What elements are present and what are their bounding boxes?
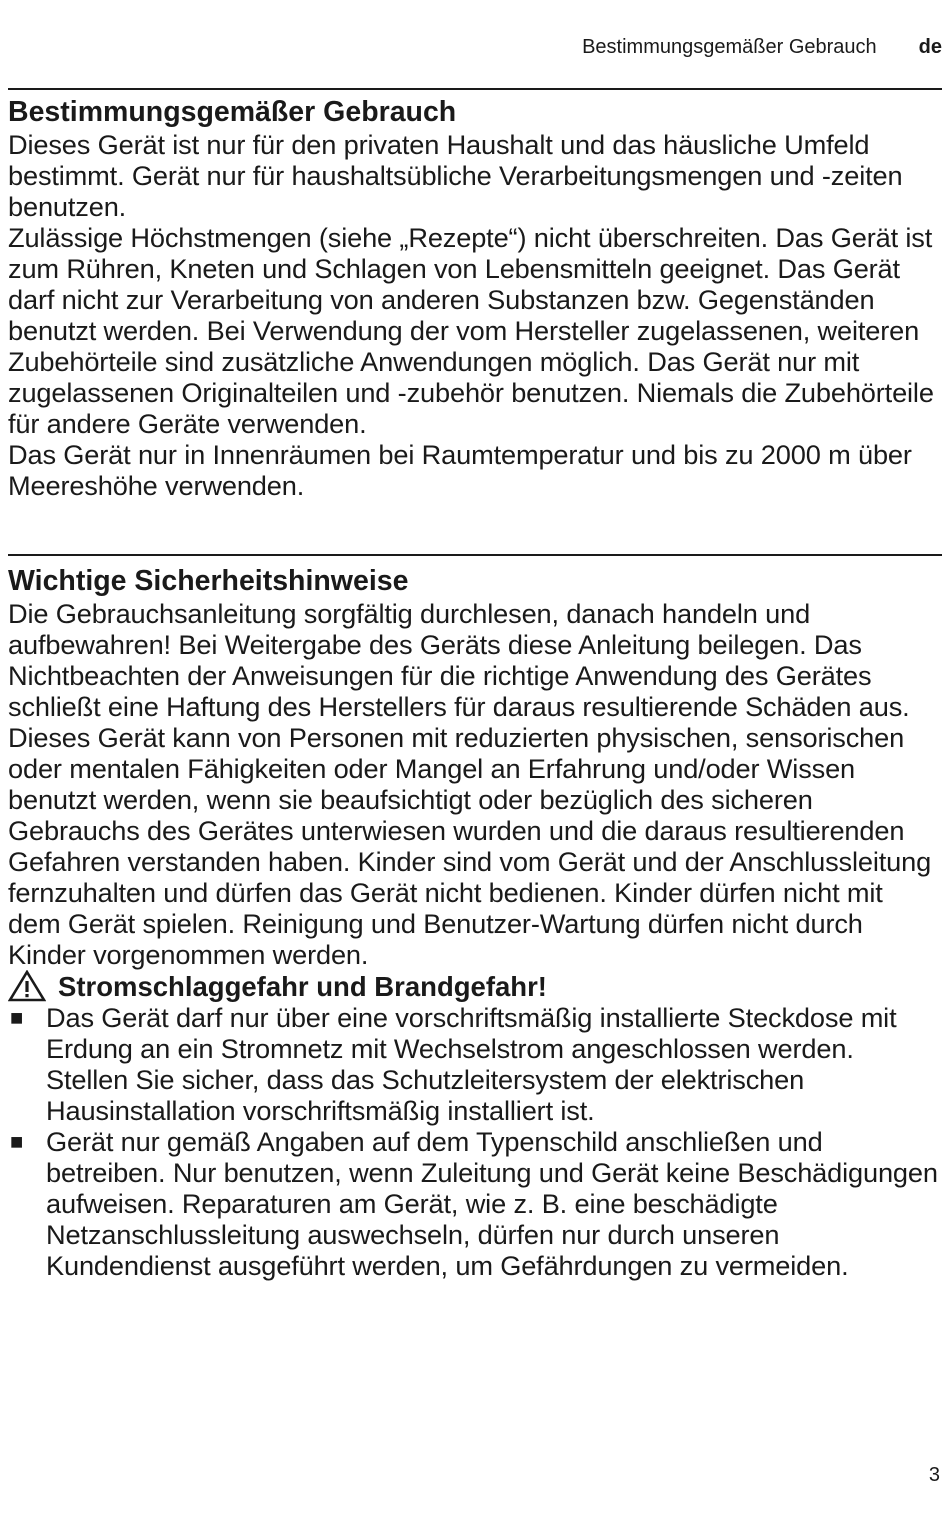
paragraph: Dieses Gerät ist nur für den privaten Haushalt und das häusliche Umfeld bestimmt. Gerät nur für haushaltsübliche Verarbeitungsmengen und -zeiten benutzen. [8,129,903,222]
warning-heading [8,970,942,1002]
paragraph: Die Gebrauchsanleitung sorgfältig durchlesen, danach handeln und aufbewahren! Bei Weitergabe des Geräts diese Anleitung beilegen. Das Nichtbeachten der Anweisungen für die richtige Anwendung des Gerätes schließt eine Haftung des Herstellers für daraus resultierende Schäden aus. [8,598,910,722]
list-item [8,1126,942,1281]
running-header-title: Bestimmungsgemäßer Gebrauch [582,36,877,58]
paragraph: Zulässige Höchstmengen (siehe „Rezepte“) nicht überschreiten. Das Gerät ist zum Rühren, Kneten und Schlagen von Lebensmitteln geeignet. Das Gerät darf nicht zur Verarbeitung von anderen Substanzen bzw. Gegenständen benutzt werden. Bei Verwendung der vom Hersteller zugelassenen, weiteren Zubehörteile sind zusätzliche Anwendungen möglich. Das Gerät nur mit zugelassenen Originalteilen und -zubehör benutzen. Niemals die Zubehörteile für andere Geräte verwenden. [8,222,934,439]
paragraph: Dieses Gerät kann von Personen mit reduzierten physischen, sensorischen oder mentalen Fähigkeiten oder Mangel an Erfahrung und/oder Wissen benutzt werden, wenn sie beaufsichtigt oder bezüglich des sicheren Gebrauchs des Gerätes unterwiesen wurden und die daraus resultierenden Gefahren verstanden haben. Kinder sind vom Gerät und der Anschlussleitung fernzuhalten und dürfen das Gerät nicht bedienen. Kinder dürfen nicht mit dem Gerät spielen. Reinigung und Benutzer-Wartung dürfen nicht durch Kinder vorgenommen werden. [8,722,932,970]
warning-title: Stromschlaggefahr und Brandgefahr! [58,970,547,1002]
bullet-icon: ■ [10,1005,24,1030]
section-intended-use [8,95,942,501]
list-item [8,1002,942,1126]
list-item-text: Das Gerät darf nur über eine vorschriftsmäßig installierte Steckdose mit Erdung an ein Stromnetz mit Wechselstrom angeschlossen werden. Stellen Sie sicher, dass das Schutzleitersystem der elektrischen Hausinstallation vorschriftsmäßig installiert ist. [46,1002,897,1126]
warning-list [8,1002,942,1281]
section-safety-instructions [8,564,942,1281]
list-item-text: Gerät nur gemäß Angaben auf dem Typenschild anschließen und betreiben. Nur benutzen, wenn Zuleitung und Gerät keine Beschädigungen aufweisen. Reparaturen am Gerät, wie z. B. eine beschädigte Netzanschlussleitung auswechseln, dürfen nur durch unseren Kundendienst ausgeführt werden, um Gefährdungen zu vermeiden. [46,1126,938,1281]
language-code: de [918,36,942,58]
bullet-icon: ■ [10,1129,24,1154]
warning-triangle-icon [8,970,46,1002]
section-heading-safety: Wichtige Sicherheitshinweise [8,565,409,597]
section-divider [8,554,942,556]
page-number: 3 [928,1464,940,1486]
header-divider [8,88,942,90]
section-heading-intended-use: Bestimmungsgemäßer Gebrauch [8,96,457,128]
running-header [582,33,942,61]
paragraph: Das Gerät nur in Innenräumen bei Raumtemperatur und bis zu 2000 m über Meereshöhe verwenden. [8,439,912,501]
